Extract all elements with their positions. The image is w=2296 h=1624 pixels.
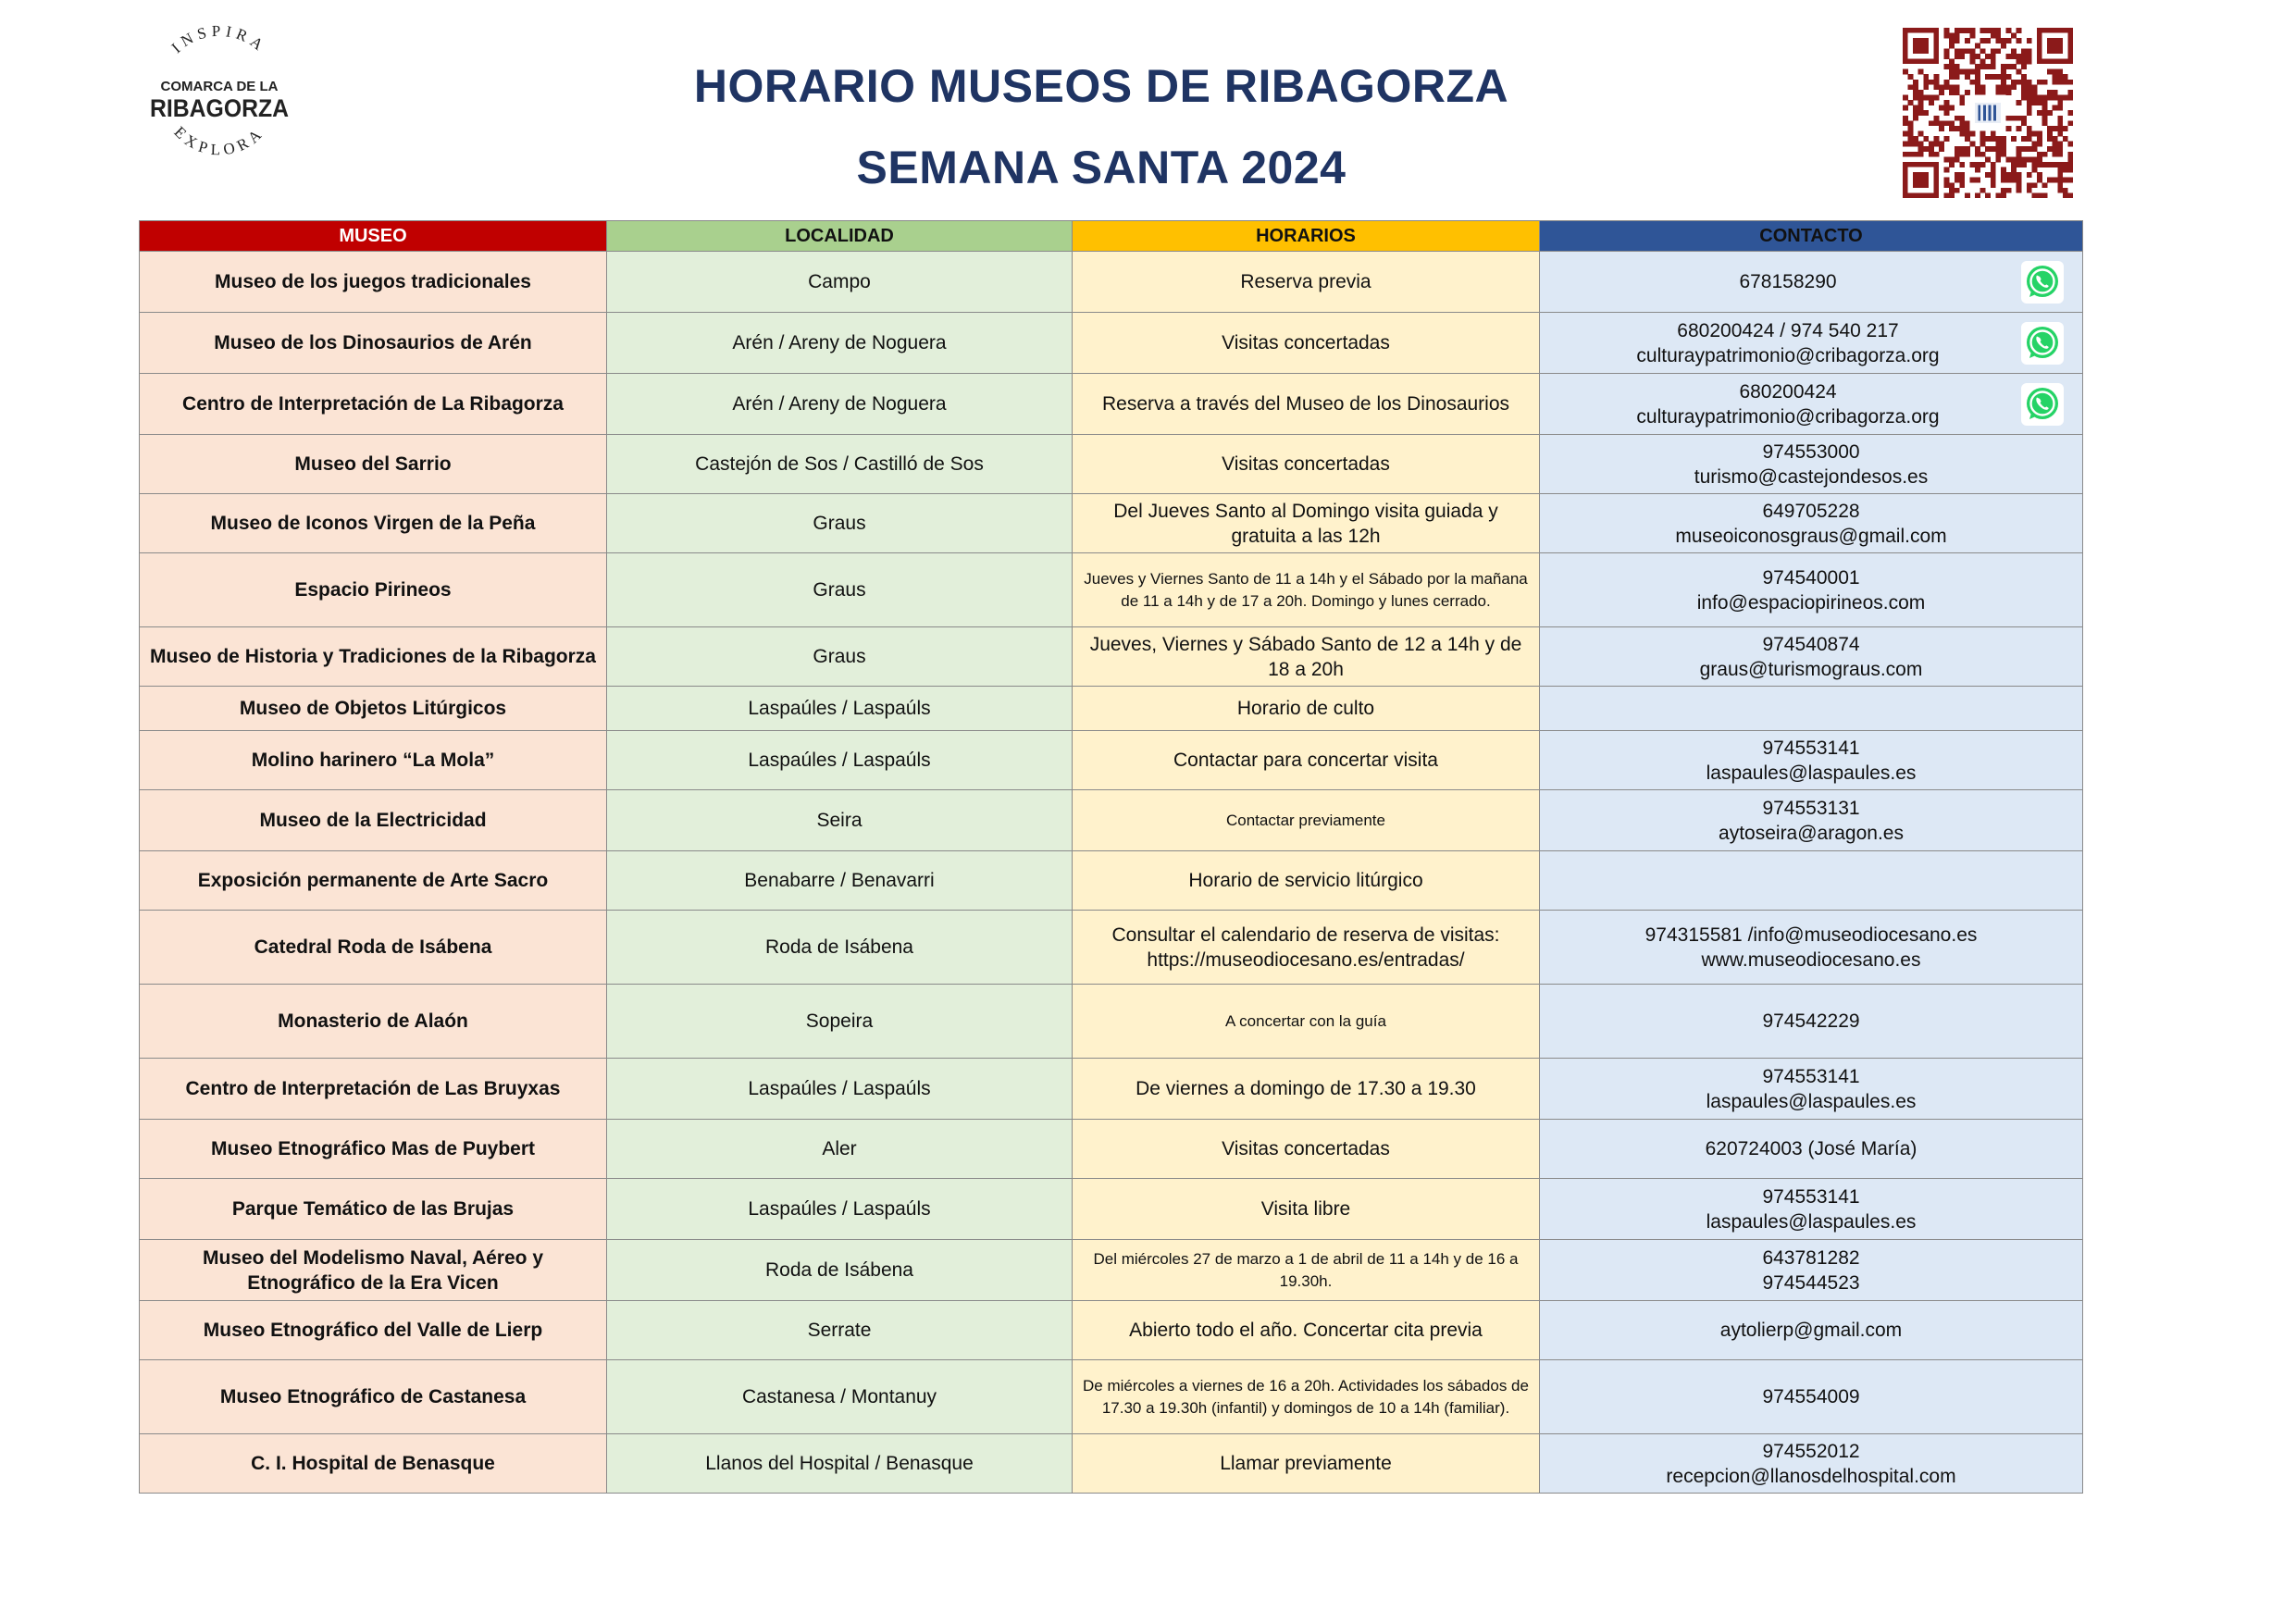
museums-table	[139, 220, 2083, 1494]
museo-name-cell: Espacio Pirineos	[140, 553, 607, 627]
museo-name-cell: Parque Temático de las Brujas	[140, 1179, 607, 1240]
museo-name-cell: C. I. Hospital de Benasque	[140, 1434, 607, 1494]
localidad-cell: Serrate	[607, 1301, 1073, 1360]
localidad-cell: Laspaúles / Laspaúls	[607, 1059, 1073, 1120]
contact-email[interactable]: aytolierp@gmail.com	[1719, 1320, 1903, 1341]
column-header-contacto: CONTACTO	[1540, 221, 2083, 252]
contact-email[interactable]: laspaules@laspaules.es	[1706, 1210, 1917, 1233]
contacto-cell	[1540, 627, 2083, 687]
table-row	[140, 1360, 2083, 1434]
localidad-cell: Graus	[607, 494, 1073, 553]
localidad-cell: Graus	[607, 553, 1073, 627]
table-row	[140, 1120, 2083, 1179]
museo-name-cell: Museo Etnográfico de Castanesa	[140, 1360, 607, 1434]
horarios-cell: Del Jueves Santo al Domingo visita guiada y gratuita a las 12h	[1073, 494, 1540, 553]
column-header-museo: MUSEO	[140, 221, 607, 252]
table-row	[140, 494, 2083, 553]
contact-info: 974553141	[1762, 1185, 1860, 1208]
contact-info: 620724003 (José María)	[1705, 1138, 1917, 1159]
museo-name-cell: Museo de Historia y Tradiciones de la Ribagorza	[140, 627, 607, 687]
horarios-cell: Abierto todo el año. Concertar cita previa	[1073, 1301, 1540, 1360]
contacto-cell	[1540, 851, 2083, 911]
contact-email[interactable]: turismo@castejondesos.es	[1694, 465, 1929, 488]
column-header-horarios: HORARIOS	[1073, 221, 1540, 252]
column-header-localidad: LOCALIDAD	[607, 221, 1073, 252]
horarios-cell: Visita libre	[1073, 1179, 1540, 1240]
horarios-cell: Visitas concertadas	[1073, 435, 1540, 494]
contacto-cell	[1540, 1059, 2083, 1120]
comarca-ribagorza-logo	[141, 22, 298, 180]
contact-info: 974552012	[1762, 1440, 1860, 1462]
table-row	[140, 1301, 2083, 1360]
contact-email[interactable]: laspaules@laspaules.es	[1706, 1090, 1917, 1112]
table-row	[140, 435, 2083, 494]
contact-info: 974540874	[1762, 633, 1860, 655]
contact-info: 974553131	[1762, 797, 1860, 819]
museo-name-cell: Museo Etnográfico Mas de Puybert	[140, 1120, 607, 1179]
contacto-cell	[1540, 252, 2083, 313]
contacto-cell	[1540, 985, 2083, 1059]
contact-info: 974315581 /info@museodiocesano.es	[1644, 924, 1978, 946]
localidad-cell: Castanesa / Montanuy	[607, 1360, 1073, 1434]
localidad-cell: Campo	[607, 252, 1073, 313]
contact-email[interactable]: culturaypatrimonio@cribagorza.org	[1636, 405, 1940, 428]
table-row	[140, 252, 2083, 313]
localidad-cell: Benabarre / Benavarri	[607, 851, 1073, 911]
contact-info: 974553000	[1762, 440, 1860, 463]
horarios-cell: Contactar previamente	[1073, 790, 1540, 851]
whatsapp-icon[interactable]	[2021, 383, 2064, 426]
horarios-cell: Horario de servicio litúrgico	[1073, 851, 1540, 911]
contacto-cell	[1540, 1179, 2083, 1240]
localidad-cell: Aler	[607, 1120, 1073, 1179]
contact-info: 974553141	[1762, 1065, 1860, 1087]
horarios-cell: Llamar previamente	[1073, 1434, 1540, 1494]
contact-info: 680200424 / 974 540 217	[1677, 319, 1899, 341]
horarios-cell: Visitas concertadas	[1073, 1120, 1540, 1179]
horarios-cell: Jueves y Viernes Santo de 11 a 14h y el Sábado por la mañana de 11 a 14h y de 17 a 20h. Domingo y lunes cerrado.	[1073, 553, 1540, 627]
localidad-cell: Arén / Areny de Noguera	[607, 313, 1073, 374]
contacto-cell	[1540, 553, 2083, 627]
contacto-cell	[1540, 1360, 2083, 1434]
table-row	[140, 553, 2083, 627]
localidad-cell: Llanos del Hospital / Benasque	[607, 1434, 1073, 1494]
localidad-cell: Castejón de Sos / Castilló de Sos	[607, 435, 1073, 494]
table-row	[140, 374, 2083, 435]
localidad-cell: Roda de Isábena	[607, 1240, 1073, 1301]
contact-info: 678158290	[1739, 271, 1837, 292]
horarios-cell: De viernes a domingo de 17.30 a 19.30	[1073, 1059, 1540, 1120]
contacto-cell	[1540, 435, 2083, 494]
whatsapp-icon[interactable]	[2021, 261, 2064, 304]
localidad-cell: Seira	[607, 790, 1073, 851]
localidad-cell: Sopeira	[607, 985, 1073, 1059]
table-row	[140, 790, 2083, 851]
contact-email[interactable]: museoiconosgraus@gmail.com	[1675, 525, 1947, 547]
contacto-cell	[1540, 1301, 2083, 1360]
logo-text-ribagorza: RIBAGORZA	[150, 94, 289, 122]
localidad-cell: Graus	[607, 627, 1073, 687]
horarios-cell: Horario de culto	[1073, 687, 1540, 731]
table-row	[140, 627, 2083, 687]
logo-text-bottom: EXPLORA	[170, 122, 268, 159]
table-row	[140, 911, 2083, 985]
museo-name-cell: Catedral Roda de Isábena	[140, 911, 607, 985]
horarios-cell: Del miércoles 27 de marzo a 1 de abril de 11 a 14h y de 16 a 19.30h.	[1073, 1240, 1540, 1301]
localidad-cell: Laspaúles / Laspaúls	[607, 687, 1073, 731]
museo-name-cell: Museo Etnográfico del Valle de Lierp	[140, 1301, 607, 1360]
page-title: HORARIO MUSEOS DE RIBAGORZA	[693, 60, 1509, 112]
contact-info: 974540001	[1762, 566, 1860, 589]
table-row	[140, 851, 2083, 911]
contacto-cell	[1540, 1240, 2083, 1301]
contact-info: 974544523	[1762, 1271, 1860, 1294]
museo-name-cell: Museo del Sarrio	[140, 435, 607, 494]
contacto-cell	[1540, 687, 2083, 731]
contacto-cell	[1540, 1120, 2083, 1179]
table-row	[140, 313, 2083, 374]
table-row	[140, 1179, 2083, 1240]
horarios-cell: Reserva previa	[1073, 252, 1540, 313]
qr-code-icon[interactable]	[1903, 28, 2073, 198]
museo-name-cell: Centro de Interpretación de Las Bruyxas	[140, 1059, 607, 1120]
contact-email[interactable]: laspaules@laspaules.es	[1706, 762, 1917, 784]
contact-email[interactable]: recepcion@llanosdelhospital.com	[1666, 1465, 1956, 1487]
contact-info: 974553141	[1762, 737, 1860, 759]
table-row	[140, 1059, 2083, 1120]
contact-info: 974554009	[1762, 1386, 1860, 1407]
contact-email[interactable]: info@espaciopirineos.com	[1696, 591, 1926, 614]
contact-info: 680200424	[1739, 380, 1837, 403]
museo-name-cell: Museo de Objetos Litúrgicos	[140, 687, 607, 731]
museo-name-cell: Centro de Interpretación de La Ribagorza	[140, 374, 607, 435]
logo-text-top: INSPIRA	[168, 22, 271, 57]
horarios-cell: Visitas concertadas	[1073, 313, 1540, 374]
contact-email[interactable]: graus@turismograus.com	[1699, 658, 1923, 680]
museo-name-cell: Museo del Modelismo Naval, Aéreo y Etnográfico de la Era Vicen	[140, 1240, 607, 1301]
contacto-cell	[1540, 911, 2083, 985]
contact-info: 643781282	[1762, 1246, 1860, 1269]
museo-name-cell: Monasterio de Alaón	[140, 985, 607, 1059]
museo-name-cell: Museo de la Electricidad	[140, 790, 607, 851]
localidad-cell: Roda de Isábena	[607, 911, 1073, 985]
whatsapp-icon[interactable]	[2021, 322, 2064, 365]
table-row	[140, 985, 2083, 1059]
horarios-cell: Reserva a través del Museo de los Dinosaurios	[1073, 374, 1540, 435]
horarios-cell: Contactar para concertar visita	[1073, 731, 1540, 790]
horarios-cell: Jueves, Viernes y Sábado Santo de 12 a 14h y de 18 a 20h	[1073, 627, 1540, 687]
page-subtitle: SEMANA SANTA 2024	[856, 142, 1347, 193]
contact-email[interactable]: culturaypatrimonio@cribagorza.org	[1636, 344, 1940, 366]
table-header-row	[140, 221, 2083, 252]
contacto-cell	[1540, 313, 2083, 374]
table-row	[140, 731, 2083, 790]
museo-name-cell: Museo de los juegos tradicionales	[140, 252, 607, 313]
localidad-cell: Laspaúles / Laspaúls	[607, 1179, 1073, 1240]
localidad-cell: Arén / Areny de Noguera	[607, 374, 1073, 435]
logo-text-comarca: COMARCA DE LA	[160, 79, 279, 94]
museo-name-cell: Museo de los Dinosaurios de Arén	[140, 313, 607, 374]
horarios-cell: De miércoles a viernes de 16 a 20h. Actividades los sábados de 17.30 a 19.30h (infantil) y domingos de 10 a 14h (familiar).	[1073, 1360, 1540, 1434]
table-row	[140, 687, 2083, 731]
horarios-cell: Consultar el calendario de reserva de visitas: https://museodiocesano.es/entradas/	[1073, 911, 1540, 985]
contact-email[interactable]: aytoseira@aragon.es	[1719, 822, 1904, 844]
contacto-cell	[1540, 790, 2083, 851]
table-row	[140, 1240, 2083, 1301]
museo-name-cell: Molino harinero “La Mola”	[140, 731, 607, 790]
contacto-cell	[1540, 494, 2083, 553]
contacto-cell	[1540, 731, 2083, 790]
horarios-cell: A concertar con la guía	[1073, 985, 1540, 1059]
table-body	[140, 252, 2083, 1494]
localidad-cell: Laspaúles / Laspaúls	[607, 731, 1073, 790]
contact-info: 974542229	[1762, 1010, 1860, 1032]
contacto-cell	[1540, 374, 2083, 435]
contact-info: www.museodiocesano.es	[1701, 948, 1921, 971]
table-row	[140, 1434, 2083, 1494]
contacto-cell	[1540, 1434, 2083, 1494]
museo-name-cell: Museo de Iconos Virgen de la Peña	[140, 494, 607, 553]
contact-info: 649705228	[1762, 500, 1860, 522]
museo-name-cell: Exposición permanente de Arte Sacro	[140, 851, 607, 911]
